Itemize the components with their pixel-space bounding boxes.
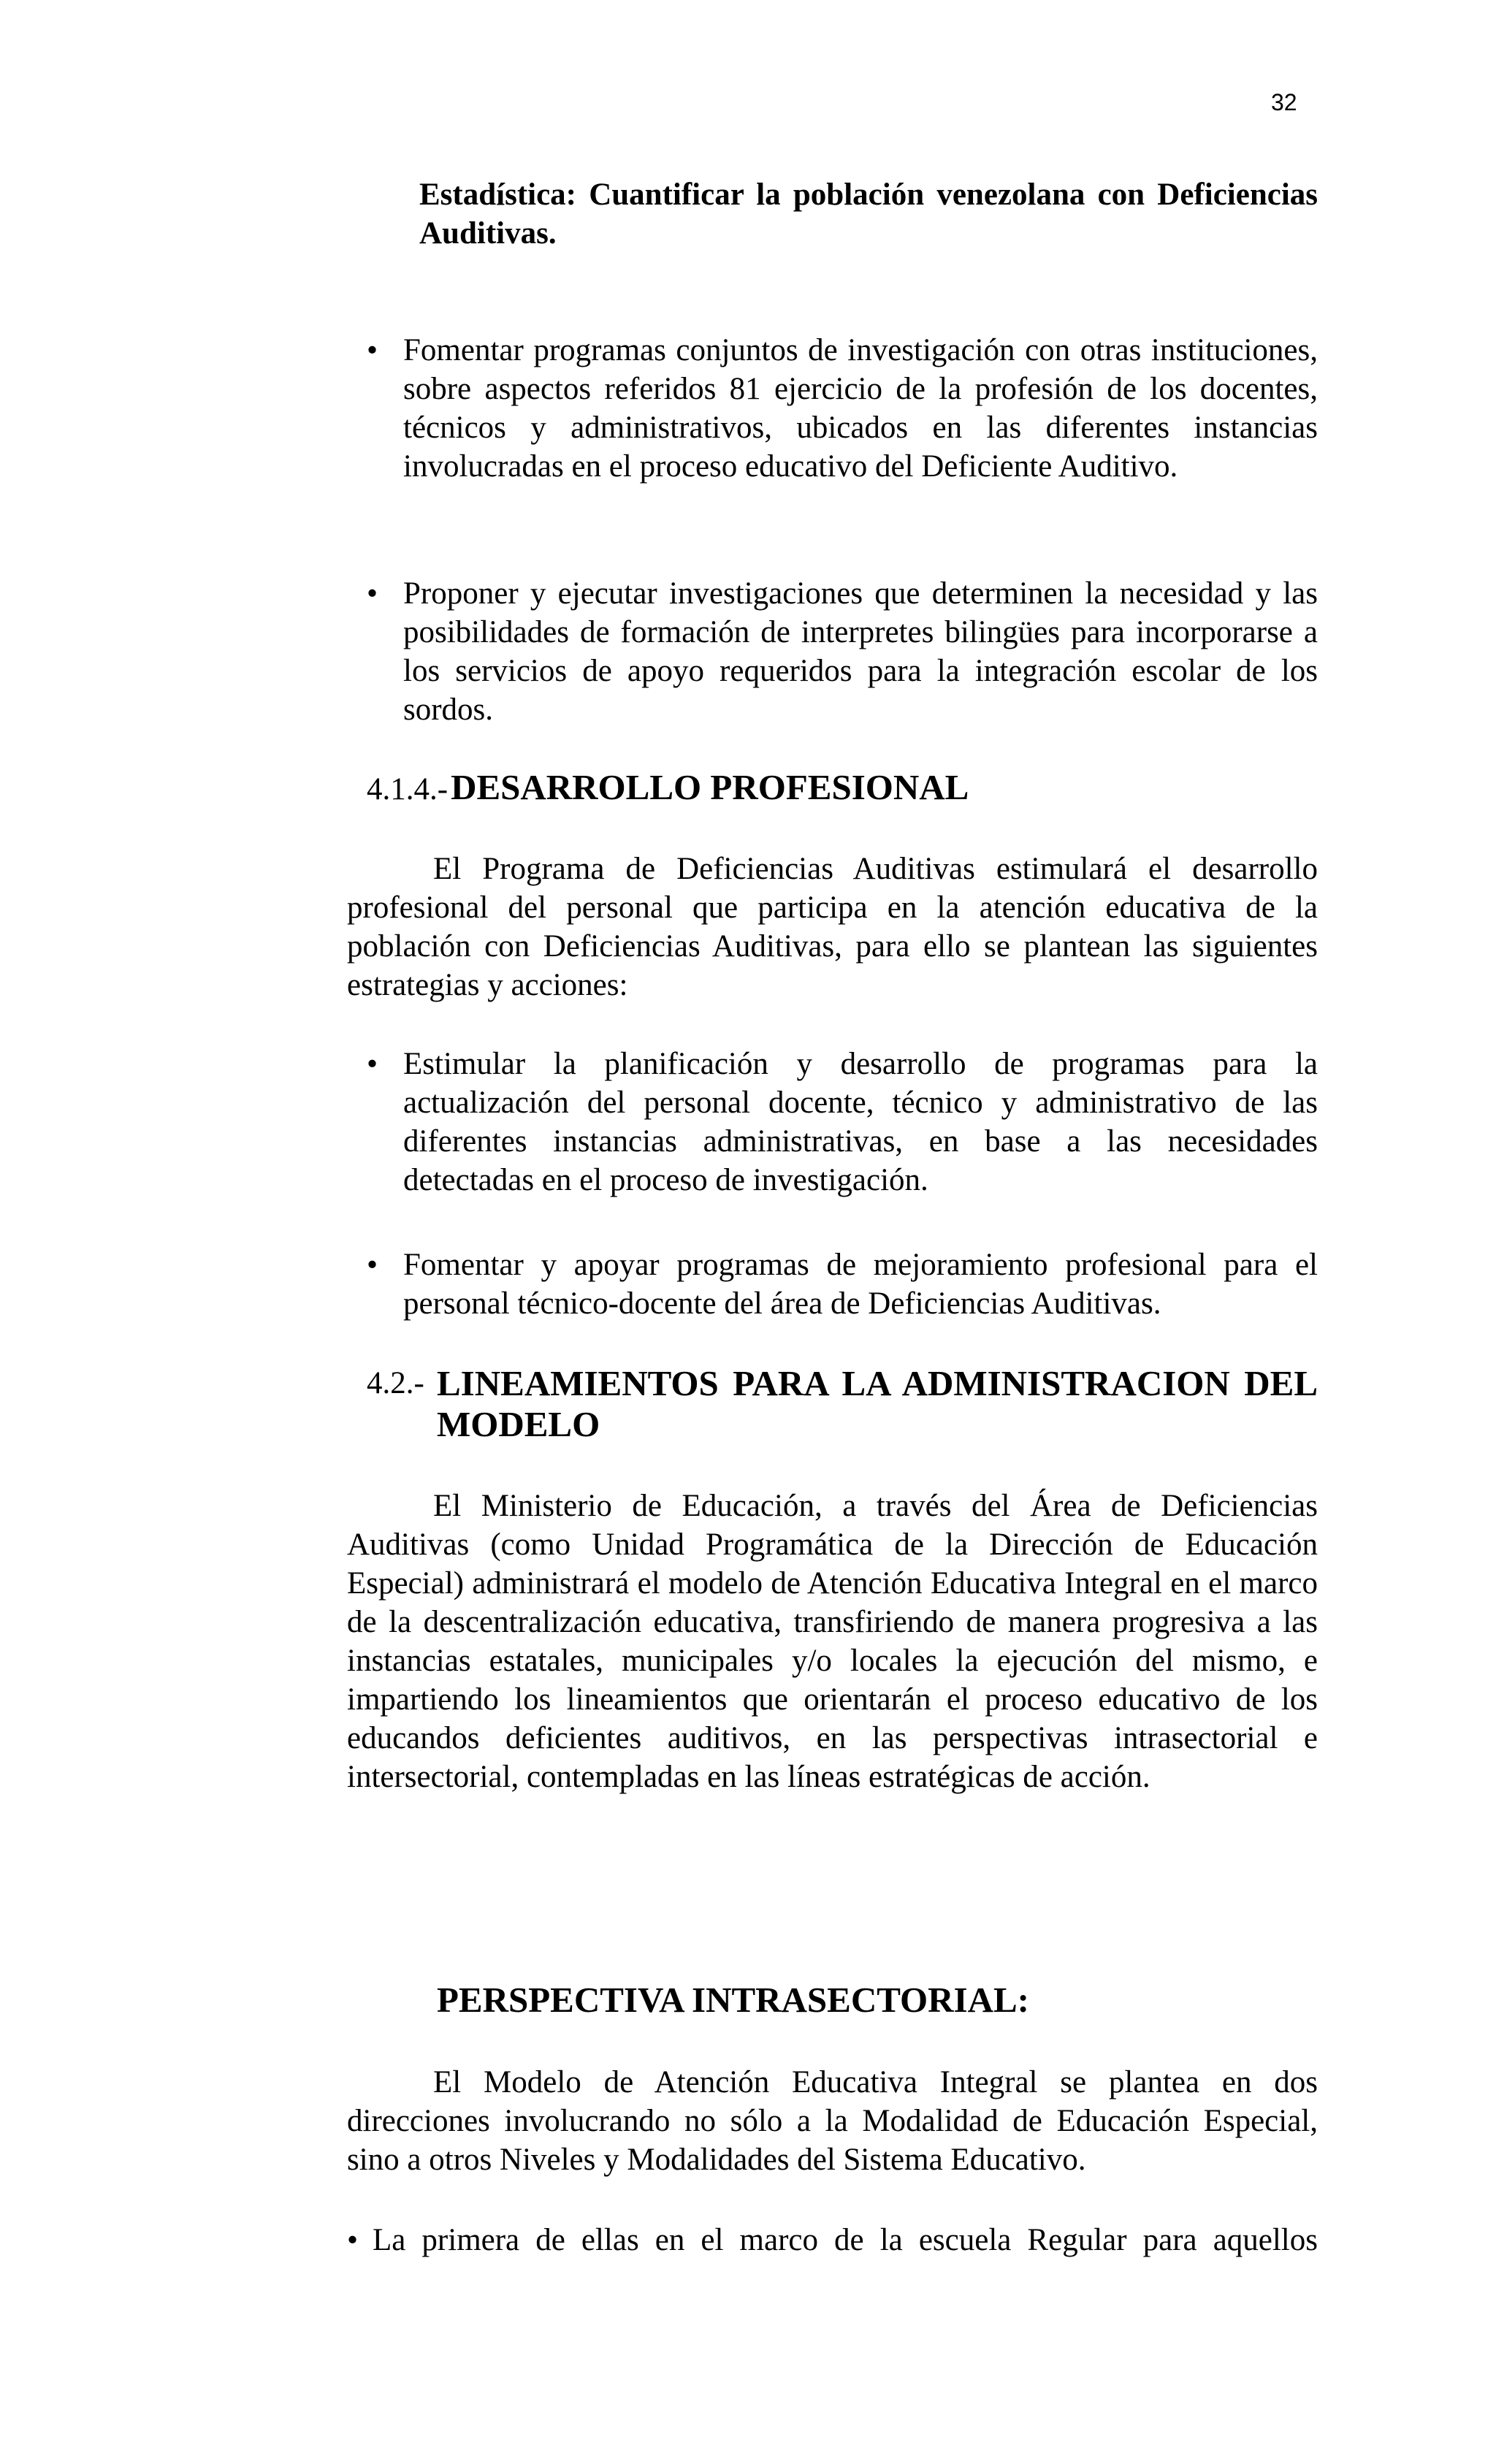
section-title: DESARROLLO PROFESIONAL (451, 767, 969, 807)
bullet-item (403, 574, 1318, 729)
perspectiva-title: PERSPECTIVA INTRASECTORIAL: (437, 1980, 1029, 2020)
bullet-text: Fomentar programas conjuntos de investigación con otras instituciones, sobre aspectos referidos 81 ejercicio de la profesión de los docentes, técnicos y administrativos, ubicados en las diferentes instancias involucradas en el proceso educativo del Deficiente Auditivo. (403, 333, 1318, 484)
bullet-icon: • (367, 576, 378, 611)
bullet-icon: • (367, 1047, 378, 1081)
section-414-heading (367, 767, 1316, 810)
statistics-text: Estadística: Cuantificar la población venezolana con Deficiencias Auditivas. (419, 178, 1318, 251)
section-title: LINEAMIENTOS PARA LA ADMINISTRACION DEL MODELO (437, 1363, 1318, 1444)
bullet-item (403, 331, 1318, 486)
bullet-icon: • (367, 1248, 378, 1282)
bullet-icon: • (367, 333, 378, 367)
paragraph-text: El Programa de Deficiencias Auditivas estimulará el desarrollo profesional del personal que participa en la atención educativa de la población con Deficiencias Auditivas, para ello se plantean las siguientes estrategias y acciones: (347, 852, 1318, 1002)
bullet-text: Estimular la planificación y desarrollo de programas para la actualización del personal docente, técnico y administrativo de las diferentes instancias administrativas, en base a las necesidades detectadas en el proceso de investigación. (403, 1047, 1318, 1197)
statistics-heading (419, 175, 1318, 253)
bullet-item (403, 1045, 1318, 1199)
bullet-item (403, 1246, 1318, 1323)
paragraph-text: El Ministerio de Educación, a través del Área de Deficiencias Auditivas (como Unidad Programática de la Dirección de Educación Especial) administrará el modelo de Atención Educativa Integral en el marco de la descentralización educativa, transfiriendo de manera progresiva a las instancias estatales, municipales y/o locales la ejecución del mismo, e impartiendo los lineamientos que orientarán el proceso educativo de los educandos deficientes auditivos, en las perspectivas intrasectorial e intersectorial, contempladas en las líneas estratégicas de acción. (347, 1489, 1318, 1794)
section-414-paragraph (347, 850, 1318, 1004)
section-42-heading (437, 1363, 1318, 1445)
paragraph-text: El Modelo de Atención Educativa Integral se plantea en dos direcciones involucrando no sólo a la Modalidad de Educación Especial, sino a otros Niveles y Modalidades del Sistema Educativo. (347, 2065, 1318, 2177)
bullet-item (373, 2221, 1318, 2259)
bullet-text: Fomentar y apoyar programas de mejoramiento profesional para el personal técnico-docente del área de Deficiencias Auditivas. (403, 1248, 1318, 1321)
section-number: 4.1.4.- (367, 772, 449, 806)
section-42-paragraph (347, 1487, 1318, 1796)
page-number: 32 (1271, 89, 1297, 115)
bullet-icon: • (347, 2223, 359, 2257)
bullet-text: Proponer y ejecutar investigaciones que determinen la necesidad y las posibilidades de formación de interpretes bilingües para incorporarse a los servicios de apoyo requeridos para la integración escolar de los sordos. (403, 576, 1318, 727)
section-number: 4.2.- (367, 1366, 424, 1400)
bullet-text: La primera de ellas en el marco de la escuela Regular para aquellos (373, 2223, 1318, 2257)
perspectiva-paragraph (347, 2063, 1318, 2179)
